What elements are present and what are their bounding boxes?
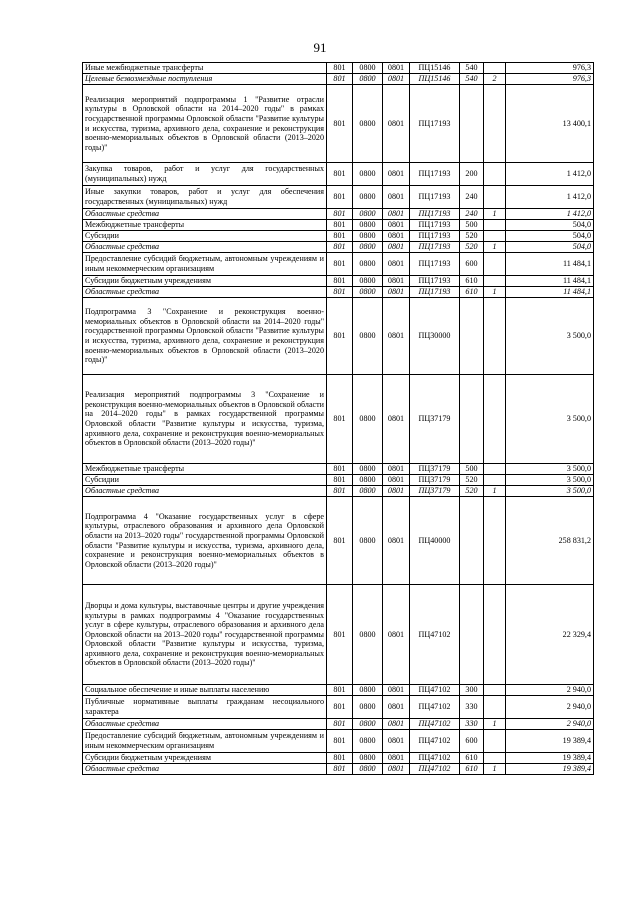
row-target-article: ПЦ47102 — [410, 585, 460, 685]
row-expense-type: 540 — [460, 63, 484, 74]
row-expense-type: 600 — [460, 730, 484, 753]
row-section-code: 0800 — [353, 764, 383, 775]
row-target-article: ПЦ15146 — [410, 74, 460, 85]
row-name: Субсидии бюджетным учреждениям — [83, 753, 327, 764]
table-row — [83, 696, 594, 719]
table-row — [83, 475, 594, 486]
row-ministry-code: 801 — [327, 276, 353, 287]
row-expense-type: 240 — [460, 186, 484, 209]
row-section-code: 0800 — [353, 209, 383, 220]
row-section-code: 0800 — [353, 585, 383, 685]
row-section-code: 0800 — [353, 85, 383, 163]
row-section-code: 0800 — [353, 375, 383, 464]
row-name: Субсидии — [83, 475, 327, 486]
row-amount: 22 329,4 — [506, 585, 594, 685]
row-name: Межбюджетные трансферты — [83, 464, 327, 475]
row-ministry-code: 801 — [327, 253, 353, 276]
row-funding-source — [484, 253, 506, 276]
row-amount: 19 389,4 — [506, 764, 594, 775]
row-ministry-code: 801 — [327, 585, 353, 685]
row-ministry-code: 801 — [327, 497, 353, 585]
row-name: Дворцы и дома культуры, выставочные центры и другие учреждения культуры в рамках подпрограммы 4 "Оказание государственных услуг в сфере культуры, отраслевого образования и архивного дела Орловской области на 2013–2020 годы" государственной программы Орловской области "Развитие культуры и искусства, туризма, архивного дела, сохранение и реконструкция военно-мемориальных объектов в Орловской области (2013–2020 годы)" — [83, 585, 327, 685]
row-section-code: 0800 — [353, 753, 383, 764]
row-subsection-code: 0801 — [383, 74, 410, 85]
row-section-code: 0800 — [353, 253, 383, 276]
row-section-code: 0800 — [353, 74, 383, 85]
row-target-article: ПЦ17193 — [410, 276, 460, 287]
row-subsection-code: 0801 — [383, 764, 410, 775]
page-number: 91 — [313, 40, 327, 55]
row-target-article: ПЦ37179 — [410, 475, 460, 486]
row-expense-type — [460, 497, 484, 585]
row-name: Подпрограмма 3 "Сохранение и реконструкция военно-мемориальных объектов в Орловской области на 2014–2020 годы" государственной программы Орловской области "Развитие культуры и искусства, туризма, архивного дела, сохранение и реконструкция военно-мемориальных объектов в Орловской области (2013–2020 годы)" — [83, 298, 327, 375]
row-name: Областные средства — [83, 764, 327, 775]
row-name: Иные межбюджетные трансферты — [83, 63, 327, 74]
row-expense-type: 300 — [460, 685, 484, 696]
row-amount: 2 940,0 — [506, 696, 594, 719]
row-ministry-code: 801 — [327, 696, 353, 719]
row-funding-source — [484, 685, 506, 696]
row-expense-type: 520 — [460, 486, 484, 497]
row-target-article: ПЦ30000 — [410, 298, 460, 375]
row-subsection-code: 0801 — [383, 63, 410, 74]
row-subsection-code: 0801 — [383, 719, 410, 730]
row-expense-type: 600 — [460, 253, 484, 276]
row-section-code: 0800 — [353, 276, 383, 287]
row-name: Предоставление субсидий бюджетным, автономным учреждениям и иным некоммерческим организациям — [83, 253, 327, 276]
row-amount: 11 484,1 — [506, 253, 594, 276]
row-funding-source — [484, 753, 506, 764]
row-amount: 3 500,0 — [506, 464, 594, 475]
row-expense-type — [460, 85, 484, 163]
row-name: Субсидии бюджетным учреждениям — [83, 276, 327, 287]
row-ministry-code: 801 — [327, 375, 353, 464]
row-section-code: 0800 — [353, 475, 383, 486]
row-amount: 504,0 — [506, 231, 594, 242]
row-name: Субсидии — [83, 231, 327, 242]
row-section-code: 0800 — [353, 685, 383, 696]
row-ministry-code: 801 — [327, 231, 353, 242]
row-amount: 11 484,1 — [506, 287, 594, 298]
row-expense-type — [460, 375, 484, 464]
row-name: Иные закупки товаров, работ и услуг для обеспечения государственных (муниципальных) нужд — [83, 186, 327, 209]
row-section-code: 0800 — [353, 464, 383, 475]
table-row — [83, 231, 594, 242]
row-expense-type: 500 — [460, 220, 484, 231]
row-target-article: ПЦ17193 — [410, 163, 460, 186]
table-row — [83, 685, 594, 696]
row-target-article: ПЦ47102 — [410, 696, 460, 719]
row-funding-source — [484, 475, 506, 486]
table-row — [83, 209, 594, 220]
row-target-article: ПЦ17193 — [410, 209, 460, 220]
row-subsection-code: 0801 — [383, 585, 410, 685]
table-row — [83, 276, 594, 287]
row-name: Публичные нормативные выплаты гражданам несоциального характера — [83, 696, 327, 719]
row-section-code: 0800 — [353, 186, 383, 209]
table-row — [83, 63, 594, 74]
row-funding-source: 2 — [484, 74, 506, 85]
row-amount: 976,3 — [506, 63, 594, 74]
row-funding-source — [484, 163, 506, 186]
row-expense-type: 240 — [460, 209, 484, 220]
row-amount: 19 389,4 — [506, 730, 594, 753]
row-funding-source — [484, 375, 506, 464]
row-name: Областные средства — [83, 242, 327, 253]
table-body — [83, 63, 594, 775]
row-section-code: 0800 — [353, 220, 383, 231]
row-target-article: ПЦ47102 — [410, 730, 460, 753]
row-ministry-code: 801 — [327, 486, 353, 497]
row-ministry-code: 801 — [327, 298, 353, 375]
row-amount: 2 940,0 — [506, 685, 594, 696]
table-row — [83, 719, 594, 730]
row-funding-source: 1 — [484, 242, 506, 253]
row-funding-source: 1 — [484, 764, 506, 775]
table-row — [83, 486, 594, 497]
budget-table — [82, 62, 594, 775]
row-ministry-code: 801 — [327, 209, 353, 220]
row-funding-source — [484, 497, 506, 585]
row-funding-source: 1 — [484, 719, 506, 730]
row-name: Реализация мероприятий подпрограммы 3 "Сохранение и реконструкция военно-мемориальных объектов в Орловской области на 2014–2020 годы" в рамках государственной программы Орловской области "Развитие культуры и искусства, туризма, архивного дела, сохранение и реконструкция военно-мемориальных объектов в Орловской области (2013–2020 годы)" — [83, 375, 327, 464]
row-subsection-code: 0801 — [383, 209, 410, 220]
row-funding-source — [484, 730, 506, 753]
row-name: Областные средства — [83, 486, 327, 497]
row-expense-type: 520 — [460, 242, 484, 253]
row-expense-type: 500 — [460, 464, 484, 475]
row-ministry-code: 801 — [327, 186, 353, 209]
row-name: Областные средства — [83, 209, 327, 220]
table-row — [83, 585, 594, 685]
row-amount: 1 412,0 — [506, 209, 594, 220]
row-funding-source — [484, 276, 506, 287]
table-row — [83, 242, 594, 253]
row-ministry-code: 801 — [327, 475, 353, 486]
row-amount: 3 500,0 — [506, 475, 594, 486]
row-funding-source: 1 — [484, 486, 506, 497]
row-target-article: ПЦ47102 — [410, 719, 460, 730]
row-funding-source — [484, 696, 506, 719]
row-amount: 3 500,0 — [506, 486, 594, 497]
row-subsection-code: 0801 — [383, 220, 410, 231]
row-section-code: 0800 — [353, 497, 383, 585]
row-amount: 3 500,0 — [506, 375, 594, 464]
row-expense-type — [460, 585, 484, 685]
row-subsection-code: 0801 — [383, 486, 410, 497]
row-expense-type: 520 — [460, 231, 484, 242]
row-expense-type: 520 — [460, 475, 484, 486]
row-funding-source: 1 — [484, 287, 506, 298]
row-subsection-code: 0801 — [383, 163, 410, 186]
table-row — [83, 253, 594, 276]
row-subsection-code: 0801 — [383, 375, 410, 464]
table-row — [83, 287, 594, 298]
row-funding-source — [484, 186, 506, 209]
row-ministry-code: 801 — [327, 242, 353, 253]
row-ministry-code: 801 — [327, 764, 353, 775]
row-amount: 3 500,0 — [506, 298, 594, 375]
row-name: Подпрограмма 4 "Оказание государственных услуг в сфере культуры, отраслевого образования и архивного дела Орловской области на 2013–2020 годы" государственной программы Орловской области "Развитие культуры и искусства, туризма, архивного дела, сохранение и реконструкция военно-мемориальных объектов в Орловской области (2013–2020 годы)" — [83, 497, 327, 585]
row-section-code: 0800 — [353, 298, 383, 375]
table-row — [83, 375, 594, 464]
table-row — [83, 464, 594, 475]
row-target-article: ПЦ17193 — [410, 253, 460, 276]
row-subsection-code: 0801 — [383, 475, 410, 486]
row-expense-type: 610 — [460, 287, 484, 298]
row-target-article: ПЦ17193 — [410, 231, 460, 242]
table-row — [83, 298, 594, 375]
row-subsection-code: 0801 — [383, 753, 410, 764]
row-subsection-code: 0801 — [383, 730, 410, 753]
row-subsection-code: 0801 — [383, 186, 410, 209]
row-subsection-code: 0801 — [383, 287, 410, 298]
row-amount: 504,0 — [506, 242, 594, 253]
table-row — [83, 74, 594, 85]
row-subsection-code: 0801 — [383, 298, 410, 375]
row-subsection-code: 0801 — [383, 464, 410, 475]
row-name: Реализация мероприятий подпрограммы 1 "Развитие отрасли культуры в Орловской области на 2014–2020 годы" в рамках государственной программы Орловской области "Развитие культуры и искусства, туризма, архивного дела, сохранение и реконструкция военно-мемориальных объектов в Орловской области (2013–2020 годы)" — [83, 85, 327, 163]
row-expense-type: 200 — [460, 163, 484, 186]
row-ministry-code: 801 — [327, 730, 353, 753]
row-funding-source — [484, 63, 506, 74]
row-amount: 2 940,0 — [506, 719, 594, 730]
row-target-article: ПЦ37179 — [410, 486, 460, 497]
row-funding-source — [484, 220, 506, 231]
table-row — [83, 85, 594, 163]
table-row — [83, 753, 594, 764]
row-subsection-code: 0801 — [383, 242, 410, 253]
row-name: Предоставление субсидий бюджетным, автономным учреждениям и иным некоммерческим организациям — [83, 730, 327, 753]
table-row — [83, 186, 594, 209]
row-target-article: ПЦ17193 — [410, 186, 460, 209]
table-row — [83, 163, 594, 186]
row-target-article: ПЦ17193 — [410, 242, 460, 253]
row-section-code: 0800 — [353, 63, 383, 74]
row-ministry-code: 801 — [327, 74, 353, 85]
row-section-code: 0800 — [353, 242, 383, 253]
row-amount: 258 831,2 — [506, 497, 594, 585]
row-ministry-code: 801 — [327, 220, 353, 231]
row-expense-type: 540 — [460, 74, 484, 85]
row-ministry-code: 801 — [327, 85, 353, 163]
row-name: Закупка товаров, работ и услуг для государственных (муниципальных) нужд — [83, 163, 327, 186]
row-funding-source — [484, 231, 506, 242]
table-row — [83, 220, 594, 231]
row-target-article: ПЦ17193 — [410, 220, 460, 231]
row-amount: 1 412,0 — [506, 163, 594, 186]
row-target-article: ПЦ37179 — [410, 464, 460, 475]
row-ministry-code: 801 — [327, 163, 353, 186]
row-subsection-code: 0801 — [383, 696, 410, 719]
row-funding-source — [484, 85, 506, 163]
row-target-article: ПЦ47102 — [410, 685, 460, 696]
row-section-code: 0800 — [353, 231, 383, 242]
row-amount: 504,0 — [506, 220, 594, 231]
row-funding-source — [484, 585, 506, 685]
row-name: Целевые безвозмездные поступления — [83, 74, 327, 85]
row-subsection-code: 0801 — [383, 497, 410, 585]
row-ministry-code: 801 — [327, 753, 353, 764]
row-section-code: 0800 — [353, 730, 383, 753]
row-funding-source — [484, 298, 506, 375]
row-target-article: ПЦ47102 — [410, 764, 460, 775]
row-target-article: ПЦ17193 — [410, 287, 460, 298]
row-target-article: ПЦ37179 — [410, 375, 460, 464]
row-ministry-code: 801 — [327, 63, 353, 74]
table-row — [83, 764, 594, 775]
row-amount: 19 389,4 — [506, 753, 594, 764]
table-row — [83, 730, 594, 753]
row-funding-source — [484, 464, 506, 475]
row-funding-source: 1 — [484, 209, 506, 220]
row-section-code: 0800 — [353, 696, 383, 719]
table-row — [83, 497, 594, 585]
row-name: Областные средства — [83, 287, 327, 298]
row-amount: 1 412,0 — [506, 186, 594, 209]
row-name: Межбюджетные трансферты — [83, 220, 327, 231]
row-amount: 13 400,1 — [506, 85, 594, 163]
row-target-article: ПЦ40000 — [410, 497, 460, 585]
row-target-article: ПЦ47102 — [410, 753, 460, 764]
row-subsection-code: 0801 — [383, 685, 410, 696]
row-amount: 11 484,1 — [506, 276, 594, 287]
row-expense-type — [460, 298, 484, 375]
row-ministry-code: 801 — [327, 685, 353, 696]
row-target-article: ПЦ17193 — [410, 85, 460, 163]
row-expense-type: 610 — [460, 764, 484, 775]
row-subsection-code: 0801 — [383, 253, 410, 276]
row-name: Областные средства — [83, 719, 327, 730]
row-ministry-code: 801 — [327, 464, 353, 475]
row-subsection-code: 0801 — [383, 231, 410, 242]
row-ministry-code: 801 — [327, 287, 353, 298]
row-section-code: 0800 — [353, 719, 383, 730]
row-expense-type: 610 — [460, 753, 484, 764]
row-expense-type: 610 — [460, 276, 484, 287]
row-amount: 976,3 — [506, 74, 594, 85]
row-section-code: 0800 — [353, 287, 383, 298]
row-subsection-code: 0801 — [383, 85, 410, 163]
row-section-code: 0800 — [353, 163, 383, 186]
row-ministry-code: 801 — [327, 719, 353, 730]
row-section-code: 0800 — [353, 486, 383, 497]
row-target-article: ПЦ15146 — [410, 63, 460, 74]
row-expense-type: 330 — [460, 719, 484, 730]
row-subsection-code: 0801 — [383, 276, 410, 287]
row-name: Социальное обеспечение и иные выплаты населению — [83, 685, 327, 696]
row-expense-type: 330 — [460, 696, 484, 719]
